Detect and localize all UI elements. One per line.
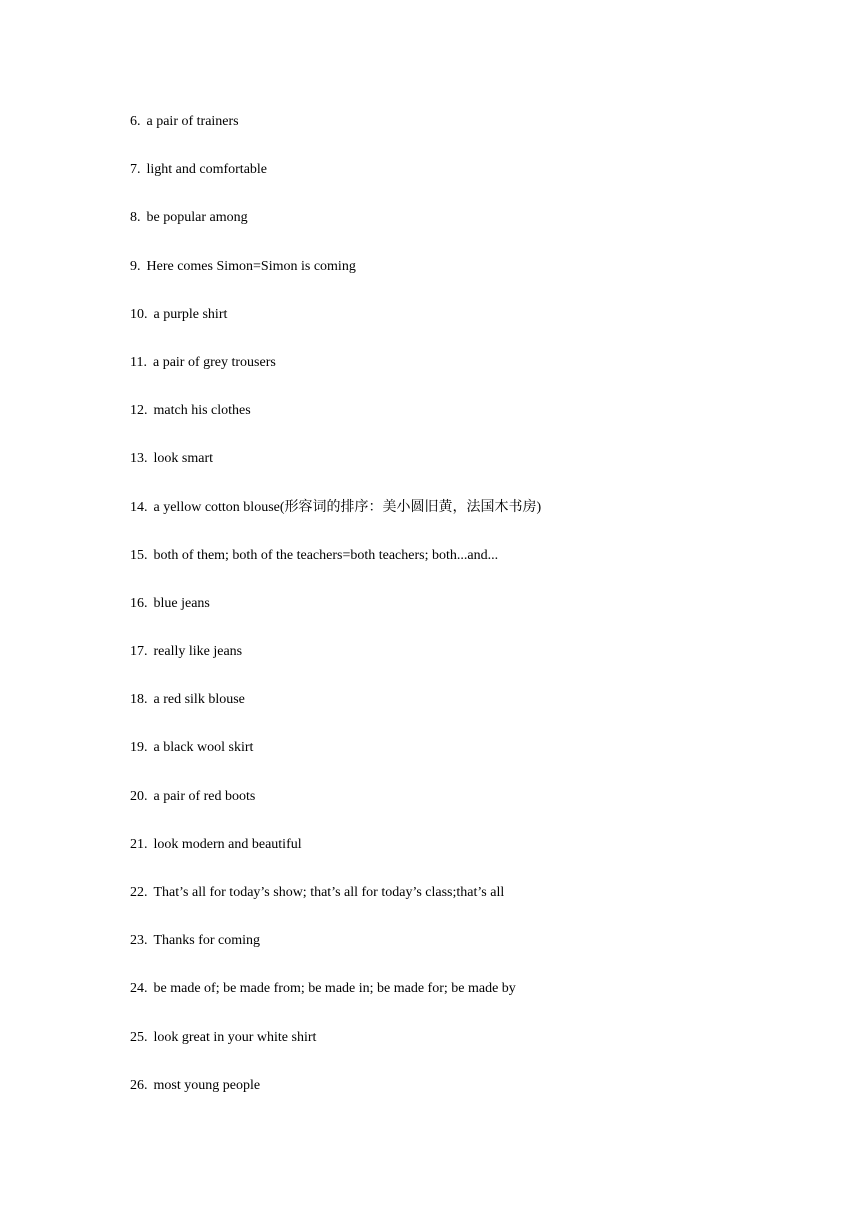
item-number: 6. (130, 114, 141, 129)
item-number: 18. (130, 692, 148, 708)
list-item (130, 739, 810, 787)
list-item (130, 306, 810, 354)
item-text: a black wool skirt (153, 740, 254, 756)
list-item (130, 113, 810, 161)
item-text: Here comes Simon=Simon is coming (146, 258, 356, 274)
phrase-list (130, 113, 810, 1125)
item-number: 22. (130, 885, 148, 900)
item-number: 10. (130, 306, 148, 322)
item-number: 16. (130, 595, 148, 611)
list-item (130, 354, 810, 402)
item-number: 11. (130, 354, 147, 370)
item-text: blue jeans (153, 595, 210, 611)
item-number: 25. (130, 1029, 148, 1045)
item-text: a pair of trainers (146, 114, 239, 129)
item-text: look smart (153, 451, 213, 467)
item-text: a pair of red boots (153, 788, 256, 804)
list-item (130, 932, 810, 980)
item-number: 14. (130, 499, 148, 515)
list-item (130, 643, 810, 691)
item-text: match his clothes (153, 403, 251, 419)
item-number: 13. (130, 451, 148, 467)
item-number: 15. (130, 547, 148, 563)
item-number: 8. (130, 210, 141, 226)
item-text: look great in your white shirt (153, 1029, 317, 1045)
item-text: light and comfortable (146, 162, 268, 178)
list-item (130, 691, 810, 739)
list-item (130, 547, 810, 595)
item-number: 9. (130, 258, 141, 274)
item-number: 17. (130, 644, 148, 660)
item-text: be made of; be made from; be made in; be made for; be made by (153, 981, 516, 997)
item-text: a yellow cotton blouse(形容词的排序：美小圆旧黄，法国木书房) (153, 499, 542, 515)
item-text: be popular among (146, 210, 248, 226)
list-item (130, 450, 810, 498)
item-text: Thanks for coming (153, 933, 261, 949)
list-item (130, 499, 810, 547)
item-number: 24. (130, 981, 148, 997)
item-number: 23. (130, 933, 148, 949)
list-item (130, 1077, 810, 1125)
item-text: most young people (153, 1077, 261, 1093)
item-text: look modern and beautiful (153, 836, 302, 852)
item-number: 20. (130, 788, 148, 804)
item-number: 19. (130, 740, 148, 756)
list-item (130, 595, 810, 643)
item-number: 21. (130, 836, 148, 852)
list-item (130, 209, 810, 257)
item-number: 7. (130, 162, 141, 178)
item-number: 12. (130, 403, 148, 419)
item-text: a pair of grey trousers (152, 354, 276, 370)
list-item (130, 402, 810, 450)
item-number: 26. (130, 1077, 148, 1093)
item-text: both of them; both of the teachers=both teachers; both...and... (153, 547, 499, 563)
item-text: really like jeans (153, 644, 243, 660)
list-item (130, 836, 810, 884)
item-text: a red silk blouse (153, 692, 245, 708)
list-item (130, 258, 810, 306)
list-item (130, 1029, 810, 1077)
item-text: a purple shirt (153, 306, 228, 322)
item-text: That’s all for today’s show; that’s all for today’s class;that’s all (153, 885, 505, 900)
list-item (130, 884, 810, 932)
list-item (130, 161, 810, 209)
list-item (130, 980, 810, 1028)
list-item (130, 788, 810, 836)
